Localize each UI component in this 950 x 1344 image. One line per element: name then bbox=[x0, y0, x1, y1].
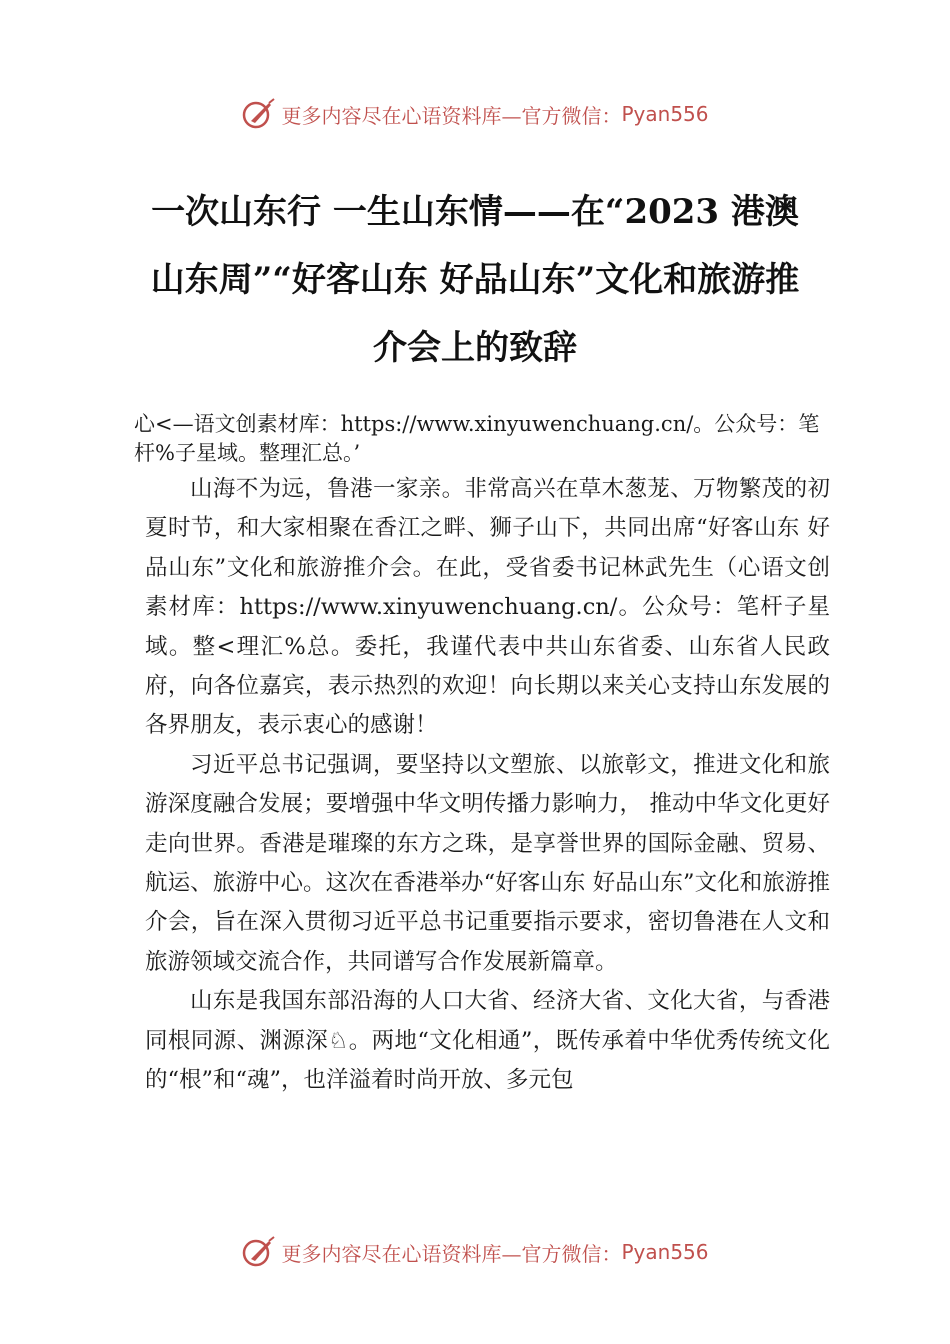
source-note: 心<—语文创素材库：https://www.xinyuwenchuang.cn/。公众号：笔杆%子星域。整理汇总。’ bbox=[134, 412, 820, 465]
title-line-3: 介会上的致辞 bbox=[373, 328, 577, 368]
title-line-2: 山东周”“好客山东 好品山东”文化和旅游推 bbox=[150, 260, 800, 300]
title-line-1: 一次山东行 一生山东情——在“2023 港澳 bbox=[151, 192, 799, 232]
watermark-text: 更多内容尽在心语资料库—官方微信： bbox=[281, 1241, 622, 1266]
paragraph-3: 山东是我国东部沿海的人口大省、经济大省、文化大省，与香港同根同源、渊源深♘。两地“文化相通”，既传承着中华优秀传统文化的“根”和“魂”，也洋溢着时尚开放、多元包 bbox=[145, 988, 830, 1094]
watermark-banner-bottom bbox=[0, 1232, 950, 1272]
paragraph-2: 习近平总书记强调，要坚持以文塑旅、以旅彰文，推进文化和旅游深度融合发展；要增强中华文明传播力影响力， 推动中华文化更好走向世界。香港是璀璨的东方之珠，是享誉世界的国际金融、贸易、航运、旅游中心。这次在香港举办“好客山东 好品山东”文化和旅游推介会，旨在深入贯彻习近平总书记重要指示要求，密切鲁港在人文和旅游领域交流合作，共同谱写合作发展新篇章。 bbox=[145, 751, 830, 975]
watermark-account: Pyan556 bbox=[621, 102, 709, 126]
paragraph-1: 山海不为远，鲁港一家亲。非常高兴在草木葱茏、万物繁茂的初夏时节，和大家相聚在香江之畔、狮子山下，共同出席“好客山东 好品山东”文化和旅游推介会。在此，受省委书记林武先生（心语文创素材库：https://www.xinyuwenchuang.cn/。公众号：笔杆子星域。整<理汇%总。委托，我谨代表中共山东省委、山东省人民政府，向各位嘉宾，表示热烈的欢迎！向长期以来关心支持山东发展的各界朋友，表示衷心的感谢！ bbox=[145, 476, 830, 739]
document-title bbox=[120, 178, 830, 382]
watermark-account: Pyan556 bbox=[621, 1240, 709, 1264]
document-body bbox=[145, 470, 830, 1101]
watermark-banner-top bbox=[0, 94, 950, 134]
quill-logo-icon bbox=[241, 97, 275, 131]
watermark-text: 更多内容尽在心语资料库—官方微信： bbox=[281, 103, 622, 128]
quill-logo-icon bbox=[241, 1235, 275, 1269]
